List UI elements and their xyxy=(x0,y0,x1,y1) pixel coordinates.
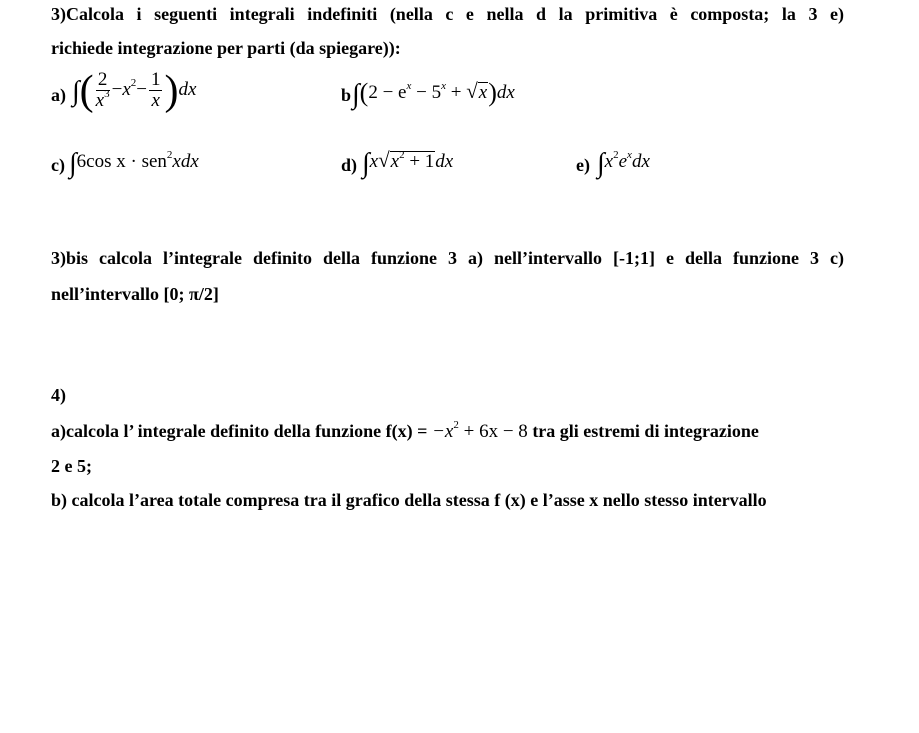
ex3-heading-line1: 3)Calcola i seguenti integrali indefiniti (nella c e nella d la primitiva è composta; la 3 e) xyxy=(51,4,844,24)
a-den1-exp: 3 xyxy=(104,88,110,101)
b-plus: + xyxy=(446,82,467,103)
integral-b-label: b xyxy=(341,85,352,105)
a-minus2: − xyxy=(136,79,147,100)
a-dx: dx xyxy=(178,79,197,100)
ex3-heading-line2: richiede integrazione per parti (da spiegare)): xyxy=(51,38,401,58)
a-num1: 2 xyxy=(96,70,110,91)
ex4-a-line2: 2 e 5; xyxy=(51,456,92,476)
a-den2: x xyxy=(151,90,160,112)
ex4-func-tail: + 6x − 8 xyxy=(458,421,528,442)
d-dx: dx xyxy=(435,151,454,172)
e-x: x xyxy=(604,151,614,172)
integral-c: ∫6cos x · sen$^2$xdx xyxy=(69,148,199,179)
d-sqrt-tail: + 1 xyxy=(404,151,435,172)
a-x: x xyxy=(122,79,131,100)
b-e-exp: x xyxy=(406,80,412,92)
integral-a: ∫( $\frac{2}{x^3}$ $-x^2-$ $\frac{1}{x}$ )dx xyxy=(72,68,197,114)
ex4-func-minus: −x xyxy=(427,421,454,442)
d-sqrt-exp: 2 xyxy=(399,149,405,161)
c-body: 6cos x · sen xyxy=(76,151,167,172)
ex4-b-line: b) calcola l’area totale compresa tra il grafico della stessa f (x) e l’asse x nello stesso intervallo xyxy=(51,490,767,510)
ex4-func-exp: 2 xyxy=(453,419,459,431)
b-mid: − 5 xyxy=(411,82,442,103)
integral-d: $\int x√x^2 + 1dx$ xyxy=(362,148,454,179)
ex4-a-pre: a)calcola l’ integrale definito della funzione f(x) = xyxy=(51,421,428,441)
integral-b: $\int(2 - e^x - 5^x + √x)dx$ xyxy=(352,78,515,110)
b-5-exp: x xyxy=(441,80,446,92)
c-exp: 2 xyxy=(166,149,173,161)
e-e-exp: x xyxy=(627,149,632,161)
ex3bis-line1: 3)bis calcola l’integrale definito della funzione 3 a) nell’intervallo [-1;1] e della funzione 3 c) xyxy=(51,248,844,268)
e-e: e xyxy=(618,151,628,172)
b-sqrt-arg: x xyxy=(478,82,488,103)
integral-d-label: d) xyxy=(341,155,358,175)
ex3bis-line2: nell’intervallo [0; π/2] xyxy=(51,284,219,304)
ex4-a-line1 xyxy=(51,420,844,443)
e-dx: dx xyxy=(631,151,650,172)
integral-e: $\int x^2e^xdx$ xyxy=(597,148,650,179)
ex4-title: 4) xyxy=(51,385,66,405)
c-tail: xdx xyxy=(172,151,199,172)
a-num2: 1 xyxy=(150,69,161,91)
e-x-exp: 2 xyxy=(613,149,619,161)
d-x: x xyxy=(369,151,379,172)
a-den1: x xyxy=(95,90,105,112)
ex4-a-post: tra gli estremi di integrazione xyxy=(527,421,759,441)
a-x-exp: 2 xyxy=(130,77,137,89)
b-dx: dx xyxy=(496,82,515,103)
a-minus1: − xyxy=(111,79,123,100)
integral-e-label: e) xyxy=(576,155,590,175)
d-sqrt-x: x xyxy=(390,151,400,172)
b-body: 2 − e xyxy=(368,82,407,103)
integral-c-label: c) xyxy=(51,155,65,175)
integral-a-label: a) xyxy=(51,85,66,105)
